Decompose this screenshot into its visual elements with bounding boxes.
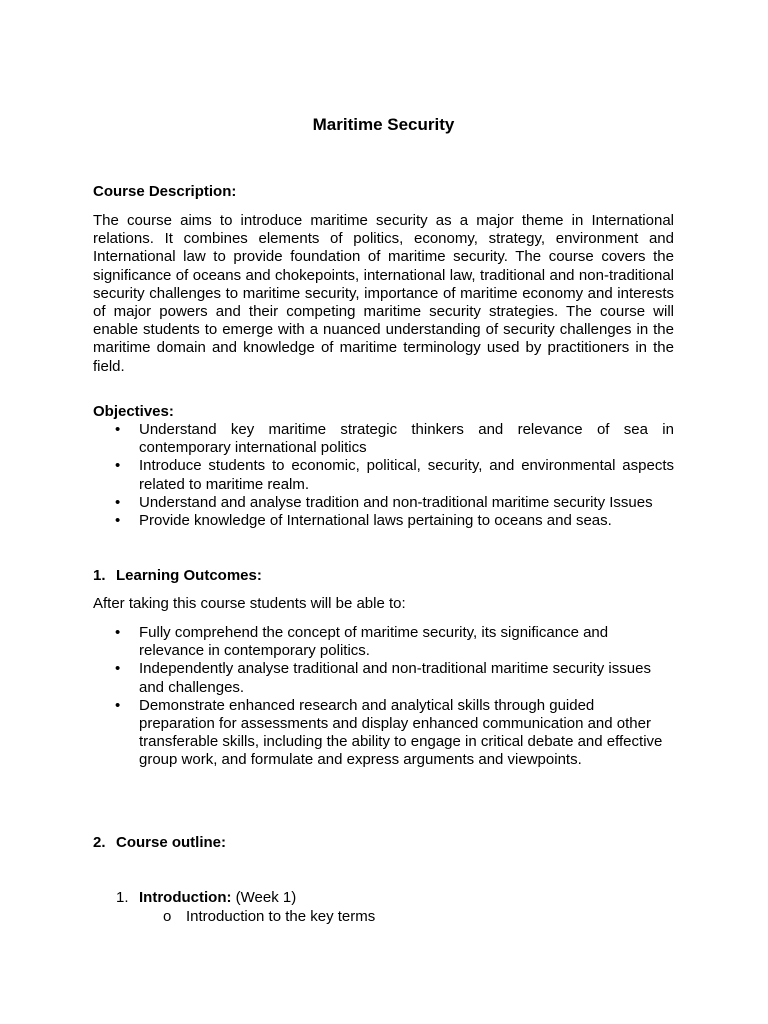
list-item: • Provide knowledge of International laws pertaining to oceans and seas. (115, 512, 612, 530)
list-item: • Introduce students to economic, political, security, and environmental aspects related to maritime realm. (115, 457, 674, 493)
list-item: • Fully comprehend the concept of maritime security, its significance and relevance in contemporary politics. (115, 624, 609, 660)
course-description-text: The course aims to introduce maritime security as a major theme in International relations. It combines elements of politics, economy, strategy, environment and International law to provide foundation of maritime security. The course covers the significance of oceans and chokepoints, international law, traditional and non-traditional security challenges to maritime security, importance of maritime economy and interests of major powers and their competing maritime security strategies. The course will enable students to emerge with a nuanced understanding of security challenges in the maritime domain and knowledge of maritime terminology used by practitioners in the field. (93, 212, 674, 375)
list-item: • Independently analyse traditional and non-traditional maritime security issues and challenges. (115, 660, 651, 696)
unit-week: (Week 1) (231, 889, 297, 906)
bullet-icon: • (115, 421, 121, 438)
learning-outcomes-heading (93, 567, 262, 585)
document-title: Maritime Security (312, 115, 455, 134)
outline-unit (116, 889, 296, 907)
bullet-icon: • (115, 696, 121, 714)
course-outline-heading (93, 834, 226, 852)
bullet-icon: • (115, 512, 121, 530)
outline-subitem (163, 908, 375, 926)
course-description-heading: Course Description: (93, 183, 237, 200)
list-item: • Understand and analyse tradition and non-traditional maritime security Issues (115, 493, 653, 511)
section-number: 2. (93, 834, 106, 851)
learning-outcomes-intro: After taking this course students will be able to: (93, 595, 406, 612)
objectives-list (93, 421, 674, 530)
circle-bullet-icon: o (163, 908, 172, 925)
objectives-heading: Objectives: (93, 403, 174, 420)
section-title: Course outline: (116, 834, 227, 851)
subitem-text: Introduction to the key terms (186, 908, 376, 925)
bullet-icon: • (115, 457, 121, 475)
bullet-icon: • (115, 660, 121, 678)
bullet-icon: • (115, 493, 121, 511)
list-item: • Understand key maritime strategic thinkers and relevance of sea in contemporary international politics (115, 421, 674, 457)
learning-outcomes-list (93, 624, 674, 770)
list-item: • Demonstrate enhanced research and analytical skills through guided preparation for assessments and display enhanced communication and other transferable skills, including the ability to engage in critical debate and effective group work, and formulate and express arguments and viewpoints. (115, 696, 663, 769)
section-title: Learning Outcomes: (116, 567, 262, 584)
unit-title: Introduction: (139, 889, 232, 906)
section-number: 1. (93, 567, 106, 584)
unit-number: 1. (116, 889, 129, 906)
bullet-icon: • (115, 624, 121, 641)
